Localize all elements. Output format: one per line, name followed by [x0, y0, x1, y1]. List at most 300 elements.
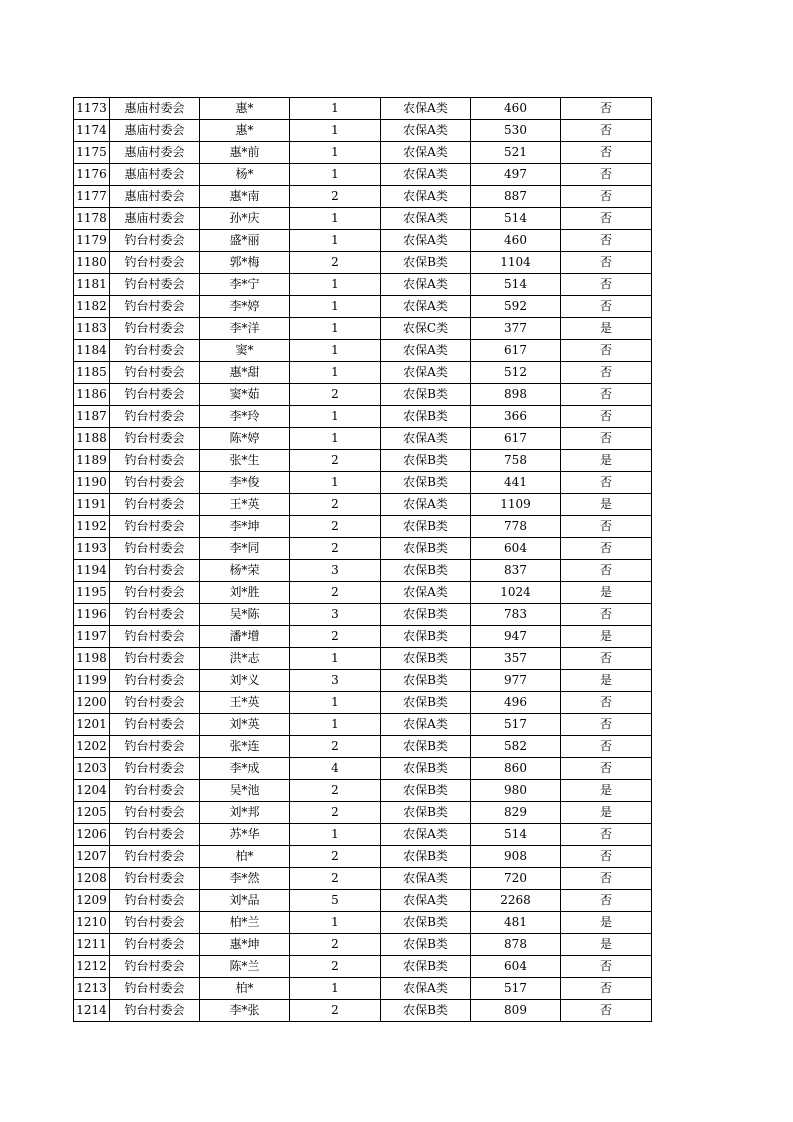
amount-cell: 604	[471, 538, 561, 560]
insurance-type-cell: 农保A类	[381, 296, 471, 318]
household-count-cell: 1	[290, 208, 381, 230]
amount-cell: 530	[471, 120, 561, 142]
amount-cell: 887	[471, 186, 561, 208]
name-cell: 刘*义	[200, 670, 290, 692]
flag-cell: 否	[561, 538, 652, 560]
flag-cell: 否	[561, 978, 652, 1000]
household-count-cell: 2	[290, 450, 381, 472]
household-count-cell: 2	[290, 802, 381, 824]
insurance-type-cell: 农保A类	[381, 494, 471, 516]
table-body	[74, 98, 652, 1022]
amount-cell: 514	[471, 274, 561, 296]
amount-cell: 481	[471, 912, 561, 934]
household-count-cell: 1	[290, 142, 381, 164]
table-row	[74, 802, 652, 824]
flag-cell: 否	[561, 1000, 652, 1022]
insurance-type-cell: 农保A类	[381, 142, 471, 164]
amount-cell: 604	[471, 956, 561, 978]
table-row	[74, 912, 652, 934]
village-committee-cell: 钓台村委会	[110, 1000, 200, 1022]
village-committee-cell: 钓台村委会	[110, 406, 200, 428]
household-count-cell: 3	[290, 560, 381, 582]
village-committee-cell: 钓台村委会	[110, 274, 200, 296]
row-number-cell: 1198	[74, 648, 110, 670]
household-count-cell: 1	[290, 120, 381, 142]
table-row	[74, 780, 652, 802]
amount-cell: 617	[471, 428, 561, 450]
flag-cell: 否	[561, 98, 652, 120]
table-row	[74, 296, 652, 318]
name-cell: 洪*志	[200, 648, 290, 670]
household-count-cell: 2	[290, 384, 381, 406]
insurance-type-cell: 农保B类	[381, 538, 471, 560]
household-count-cell: 2	[290, 736, 381, 758]
flag-cell: 否	[561, 692, 652, 714]
household-count-cell: 5	[290, 890, 381, 912]
name-cell: 李*洋	[200, 318, 290, 340]
household-count-cell: 2	[290, 934, 381, 956]
village-committee-cell: 钓台村委会	[110, 978, 200, 1000]
name-cell: 惠*坤	[200, 934, 290, 956]
name-cell: 李*然	[200, 868, 290, 890]
insurance-type-cell: 农保B类	[381, 780, 471, 802]
household-count-cell: 2	[290, 780, 381, 802]
village-committee-cell: 钓台村委会	[110, 780, 200, 802]
row-number-cell: 1175	[74, 142, 110, 164]
table-row	[74, 758, 652, 780]
village-committee-cell: 惠庙村委会	[110, 208, 200, 230]
name-cell: 李*坤	[200, 516, 290, 538]
village-committee-cell: 惠庙村委会	[110, 164, 200, 186]
row-number-cell: 1180	[74, 252, 110, 274]
village-committee-cell: 钓台村委会	[110, 582, 200, 604]
name-cell: 李*宁	[200, 274, 290, 296]
insurance-type-cell: 农保A类	[381, 340, 471, 362]
flag-cell: 否	[561, 956, 652, 978]
village-committee-cell: 钓台村委会	[110, 626, 200, 648]
name-cell: 刘*品	[200, 890, 290, 912]
household-count-cell: 1	[290, 98, 381, 120]
table-row	[74, 1000, 652, 1022]
village-committee-cell: 惠庙村委会	[110, 186, 200, 208]
name-cell: 杨*荣	[200, 560, 290, 582]
amount-cell: 837	[471, 560, 561, 582]
village-committee-cell: 钓台村委会	[110, 890, 200, 912]
table-row	[74, 890, 652, 912]
household-count-cell: 2	[290, 186, 381, 208]
row-number-cell: 1203	[74, 758, 110, 780]
row-number-cell: 1185	[74, 362, 110, 384]
flag-cell: 否	[561, 120, 652, 142]
row-number-cell: 1186	[74, 384, 110, 406]
row-number-cell: 1177	[74, 186, 110, 208]
name-cell: 王*英	[200, 494, 290, 516]
row-number-cell: 1199	[74, 670, 110, 692]
name-cell: 柏*兰	[200, 912, 290, 934]
table-row	[74, 384, 652, 406]
flag-cell: 否	[561, 648, 652, 670]
row-number-cell: 1178	[74, 208, 110, 230]
table-row	[74, 978, 652, 1000]
row-number-cell: 1173	[74, 98, 110, 120]
row-number-cell: 1188	[74, 428, 110, 450]
insurance-type-cell: 农保B类	[381, 406, 471, 428]
flag-cell: 否	[561, 384, 652, 406]
insurance-type-cell: 农保B类	[381, 648, 471, 670]
household-count-cell: 1	[290, 692, 381, 714]
insurance-type-cell: 农保A类	[381, 714, 471, 736]
village-committee-cell: 钓台村委会	[110, 560, 200, 582]
flag-cell: 否	[561, 142, 652, 164]
insurance-type-cell: 农保B类	[381, 626, 471, 648]
row-number-cell: 1182	[74, 296, 110, 318]
amount-cell: 497	[471, 164, 561, 186]
household-count-cell: 1	[290, 340, 381, 362]
village-committee-cell: 钓台村委会	[110, 472, 200, 494]
row-number-cell: 1206	[74, 824, 110, 846]
village-committee-cell: 钓台村委会	[110, 252, 200, 274]
insurance-type-cell: 农保A类	[381, 428, 471, 450]
row-number-cell: 1205	[74, 802, 110, 824]
row-number-cell: 1214	[74, 1000, 110, 1022]
name-cell: 吴*池	[200, 780, 290, 802]
amount-cell: 517	[471, 714, 561, 736]
amount-cell: 1104	[471, 252, 561, 274]
row-number-cell: 1192	[74, 516, 110, 538]
insurance-type-cell: 农保A类	[381, 890, 471, 912]
village-committee-cell: 钓台村委会	[110, 538, 200, 560]
row-number-cell: 1195	[74, 582, 110, 604]
amount-cell: 977	[471, 670, 561, 692]
amount-cell: 441	[471, 472, 561, 494]
flag-cell: 否	[561, 362, 652, 384]
insurance-type-cell: 农保B类	[381, 692, 471, 714]
village-committee-cell: 钓台村委会	[110, 736, 200, 758]
table-row	[74, 120, 652, 142]
flag-cell: 否	[561, 296, 652, 318]
amount-cell: 758	[471, 450, 561, 472]
amount-cell: 809	[471, 1000, 561, 1022]
insurance-type-cell: 农保B类	[381, 604, 471, 626]
amount-cell: 517	[471, 978, 561, 1000]
amount-cell: 496	[471, 692, 561, 714]
amount-cell: 521	[471, 142, 561, 164]
table-row	[74, 516, 652, 538]
table-row	[74, 472, 652, 494]
flag-cell: 否	[561, 252, 652, 274]
insurance-type-cell: 农保A类	[381, 186, 471, 208]
amount-cell: 2268	[471, 890, 561, 912]
household-count-cell: 1	[290, 824, 381, 846]
flag-cell: 否	[561, 208, 652, 230]
insurance-type-cell: 农保A类	[381, 868, 471, 890]
household-count-cell: 2	[290, 582, 381, 604]
amount-cell: 512	[471, 362, 561, 384]
flag-cell: 是	[561, 450, 652, 472]
flag-cell: 否	[561, 714, 652, 736]
name-cell: 惠*前	[200, 142, 290, 164]
flag-cell: 是	[561, 802, 652, 824]
flag-cell: 否	[561, 868, 652, 890]
household-count-cell: 1	[290, 648, 381, 670]
household-count-cell: 2	[290, 252, 381, 274]
insurance-type-cell: 农保B类	[381, 252, 471, 274]
village-committee-cell: 钓台村委会	[110, 230, 200, 252]
flag-cell: 否	[561, 516, 652, 538]
name-cell: 李*玲	[200, 406, 290, 428]
flag-cell: 否	[561, 340, 652, 362]
row-number-cell: 1213	[74, 978, 110, 1000]
insurance-type-cell: 农保A类	[381, 98, 471, 120]
village-committee-cell: 惠庙村委会	[110, 98, 200, 120]
name-cell: 郭*梅	[200, 252, 290, 274]
insurance-type-cell: 农保B类	[381, 1000, 471, 1022]
amount-cell: 1024	[471, 582, 561, 604]
insurance-type-cell: 农保C类	[381, 318, 471, 340]
flag-cell: 否	[561, 758, 652, 780]
row-number-cell: 1190	[74, 472, 110, 494]
village-committee-cell: 钓台村委会	[110, 516, 200, 538]
amount-cell: 860	[471, 758, 561, 780]
table-row	[74, 736, 652, 758]
amount-cell: 514	[471, 824, 561, 846]
flag-cell: 否	[561, 604, 652, 626]
amount-cell: 898	[471, 384, 561, 406]
amount-cell: 783	[471, 604, 561, 626]
insurance-type-cell: 农保A类	[381, 164, 471, 186]
name-cell: 陈*兰	[200, 956, 290, 978]
village-committee-cell: 惠庙村委会	[110, 120, 200, 142]
row-number-cell: 1204	[74, 780, 110, 802]
row-number-cell: 1210	[74, 912, 110, 934]
insurance-type-cell: 农保A类	[381, 120, 471, 142]
flag-cell: 否	[561, 736, 652, 758]
name-cell: 陈*婷	[200, 428, 290, 450]
household-count-cell: 2	[290, 1000, 381, 1022]
insurance-type-cell: 农保B类	[381, 472, 471, 494]
name-cell: 窦*茹	[200, 384, 290, 406]
name-cell: 惠*	[200, 98, 290, 120]
household-count-cell: 1	[290, 318, 381, 340]
insurance-type-cell: 农保B类	[381, 758, 471, 780]
amount-cell: 947	[471, 626, 561, 648]
table-row	[74, 824, 652, 846]
row-number-cell: 1197	[74, 626, 110, 648]
table-row	[74, 934, 652, 956]
household-count-cell: 1	[290, 714, 381, 736]
table-row	[74, 450, 652, 472]
flag-cell: 否	[561, 560, 652, 582]
name-cell: 柏*	[200, 978, 290, 1000]
name-cell: 柏*	[200, 846, 290, 868]
village-committee-cell: 钓台村委会	[110, 934, 200, 956]
name-cell: 惠*	[200, 120, 290, 142]
table-row	[74, 538, 652, 560]
household-count-cell: 1	[290, 274, 381, 296]
flag-cell: 否	[561, 230, 652, 252]
village-committee-cell: 钓台村委会	[110, 670, 200, 692]
flag-cell: 是	[561, 494, 652, 516]
name-cell: 潘*增	[200, 626, 290, 648]
insurance-type-cell: 农保B类	[381, 846, 471, 868]
insurance-type-cell: 农保B类	[381, 450, 471, 472]
village-committee-cell: 钓台村委会	[110, 648, 200, 670]
household-count-cell: 2	[290, 538, 381, 560]
row-number-cell: 1181	[74, 274, 110, 296]
amount-cell: 908	[471, 846, 561, 868]
name-cell: 张*生	[200, 450, 290, 472]
name-cell: 窦*	[200, 340, 290, 362]
table-row	[74, 340, 652, 362]
row-number-cell: 1196	[74, 604, 110, 626]
insurance-type-cell: 农保B类	[381, 802, 471, 824]
row-number-cell: 1193	[74, 538, 110, 560]
village-committee-cell: 钓台村委会	[110, 428, 200, 450]
household-count-cell: 2	[290, 516, 381, 538]
village-committee-cell: 钓台村委会	[110, 384, 200, 406]
household-count-cell: 1	[290, 230, 381, 252]
table-row	[74, 252, 652, 274]
flag-cell: 否	[561, 164, 652, 186]
household-count-cell: 3	[290, 604, 381, 626]
row-number-cell: 1174	[74, 120, 110, 142]
village-committee-cell: 钓台村委会	[110, 296, 200, 318]
row-number-cell: 1183	[74, 318, 110, 340]
village-committee-cell: 钓台村委会	[110, 846, 200, 868]
amount-cell: 720	[471, 868, 561, 890]
row-number-cell: 1212	[74, 956, 110, 978]
village-committee-cell: 钓台村委会	[110, 450, 200, 472]
row-number-cell: 1211	[74, 934, 110, 956]
row-number-cell: 1202	[74, 736, 110, 758]
name-cell: 刘*胜	[200, 582, 290, 604]
insurance-type-cell: 农保B类	[381, 516, 471, 538]
insurance-type-cell: 农保B类	[381, 956, 471, 978]
flag-cell: 否	[561, 406, 652, 428]
amount-cell: 514	[471, 208, 561, 230]
household-count-cell: 1	[290, 978, 381, 1000]
flag-cell: 否	[561, 472, 652, 494]
table-row	[74, 648, 652, 670]
row-number-cell: 1208	[74, 868, 110, 890]
name-cell: 孙*庆	[200, 208, 290, 230]
insurance-type-cell: 农保B类	[381, 384, 471, 406]
flag-cell: 否	[561, 428, 652, 450]
village-committee-cell: 钓台村委会	[110, 912, 200, 934]
insurance-type-cell: 农保A类	[381, 362, 471, 384]
insurance-type-cell: 农保A类	[381, 274, 471, 296]
insurance-type-cell: 农保A类	[381, 208, 471, 230]
name-cell: 吴*陈	[200, 604, 290, 626]
flag-cell: 否	[561, 824, 652, 846]
name-cell: 李*成	[200, 758, 290, 780]
amount-cell: 377	[471, 318, 561, 340]
table-row	[74, 846, 652, 868]
flag-cell: 是	[561, 670, 652, 692]
name-cell: 苏*华	[200, 824, 290, 846]
row-number-cell: 1201	[74, 714, 110, 736]
household-count-cell: 1	[290, 912, 381, 934]
flag-cell: 是	[561, 582, 652, 604]
amount-cell: 829	[471, 802, 561, 824]
village-committee-cell: 钓台村委会	[110, 494, 200, 516]
flag-cell: 是	[561, 934, 652, 956]
household-count-cell: 3	[290, 670, 381, 692]
amount-cell: 878	[471, 934, 561, 956]
insurance-type-cell: 农保B类	[381, 670, 471, 692]
row-number-cell: 1189	[74, 450, 110, 472]
village-committee-cell: 钓台村委会	[110, 604, 200, 626]
flag-cell: 是	[561, 780, 652, 802]
table-row	[74, 142, 652, 164]
name-cell: 李*同	[200, 538, 290, 560]
household-count-cell: 2	[290, 956, 381, 978]
household-count-cell: 1	[290, 472, 381, 494]
amount-cell: 778	[471, 516, 561, 538]
name-cell: 惠*南	[200, 186, 290, 208]
table-row	[74, 956, 652, 978]
amount-cell: 582	[471, 736, 561, 758]
village-committee-cell: 钓台村委会	[110, 802, 200, 824]
name-cell: 刘*邦	[200, 802, 290, 824]
row-number-cell: 1187	[74, 406, 110, 428]
name-cell: 张*连	[200, 736, 290, 758]
amount-cell: 366	[471, 406, 561, 428]
village-committee-cell: 钓台村委会	[110, 362, 200, 384]
insurance-type-cell: 农保A类	[381, 824, 471, 846]
insurance-type-cell: 农保B类	[381, 912, 471, 934]
insurance-type-cell: 农保A类	[381, 230, 471, 252]
amount-cell: 460	[471, 98, 561, 120]
household-count-cell: 2	[290, 868, 381, 890]
flag-cell: 否	[561, 890, 652, 912]
household-count-cell: 1	[290, 428, 381, 450]
table-row	[74, 362, 652, 384]
household-count-cell: 2	[290, 846, 381, 868]
table-row	[74, 230, 652, 252]
amount-cell: 592	[471, 296, 561, 318]
flag-cell: 是	[561, 318, 652, 340]
name-cell: 李*婷	[200, 296, 290, 318]
household-count-cell: 1	[290, 362, 381, 384]
row-number-cell: 1207	[74, 846, 110, 868]
insurance-type-cell: 农保B类	[381, 934, 471, 956]
name-cell: 李*张	[200, 1000, 290, 1022]
name-cell: 惠*甜	[200, 362, 290, 384]
row-number-cell: 1200	[74, 692, 110, 714]
village-committee-cell: 惠庙村委会	[110, 142, 200, 164]
row-number-cell: 1194	[74, 560, 110, 582]
table-row	[74, 714, 652, 736]
village-committee-cell: 钓台村委会	[110, 758, 200, 780]
row-number-cell: 1184	[74, 340, 110, 362]
table-row	[74, 428, 652, 450]
row-number-cell: 1176	[74, 164, 110, 186]
insurance-type-cell: 农保A类	[381, 978, 471, 1000]
table-row	[74, 626, 652, 648]
amount-cell: 980	[471, 780, 561, 802]
household-count-cell: 1	[290, 296, 381, 318]
table-row	[74, 494, 652, 516]
village-committee-cell: 钓台村委会	[110, 824, 200, 846]
household-count-cell: 1	[290, 406, 381, 428]
table-row	[74, 670, 652, 692]
household-count-cell: 2	[290, 626, 381, 648]
row-number-cell: 1209	[74, 890, 110, 912]
flag-cell: 否	[561, 274, 652, 296]
name-cell: 杨*	[200, 164, 290, 186]
insurance-type-cell: 农保B类	[381, 736, 471, 758]
